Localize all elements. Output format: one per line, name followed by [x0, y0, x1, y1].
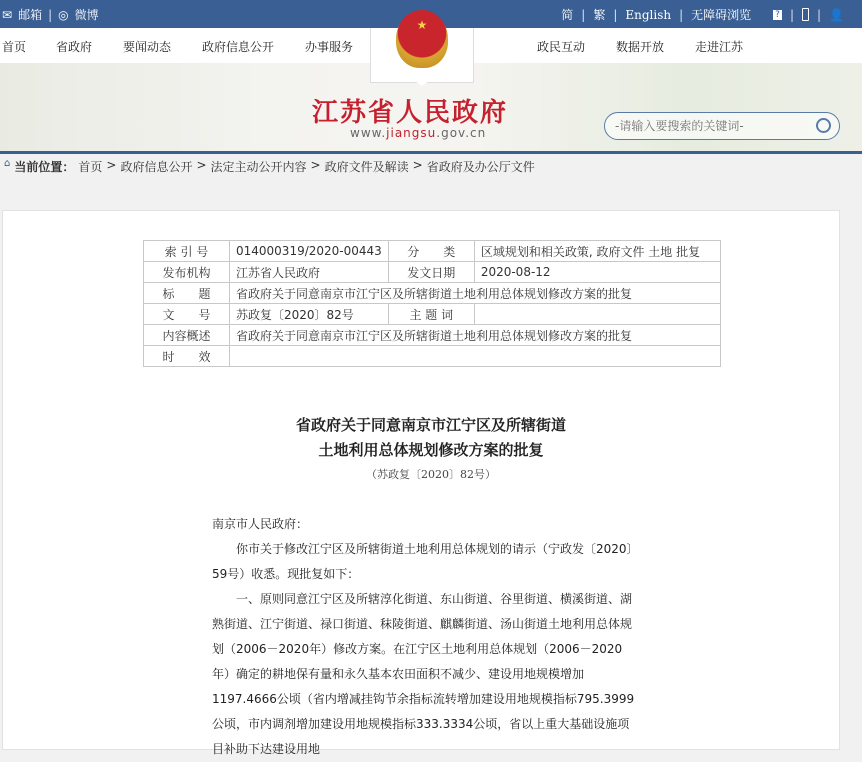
url-prefix: www.	[350, 126, 387, 140]
article-title-line-1: 省政府关于同意南京市江宁区及所辖街道	[295, 416, 566, 434]
site-logo[interactable]: 江苏省人民政府	[312, 98, 509, 128]
meta-value	[474, 304, 720, 325]
home-icon: ⌂	[4, 158, 11, 169]
salutation: 南京市人民政府：	[212, 517, 309, 531]
breadcrumb-item[interactable]: 政府信息公开	[120, 160, 193, 174]
search-box	[604, 112, 840, 140]
nav-home[interactable]: 首页	[2, 40, 27, 54]
nav-news[interactable]: 要闻动态	[123, 40, 172, 54]
table-row	[144, 241, 721, 262]
divider: |	[817, 7, 822, 22]
meta-label: 分 类	[388, 241, 474, 262]
chevron-right-icon: >	[412, 158, 423, 172]
meta-label: 标 题	[144, 283, 230, 304]
divider: |	[789, 7, 794, 22]
national-emblem-icon[interactable]: ★	[396, 10, 448, 68]
paragraph: 你市关于修改江宁区及所辖街道土地利用总体规划的请示（宁政发〔2020〕59号）收悉。现批复如下：	[212, 542, 633, 581]
breadcrumb-label: 当前位置：	[14, 160, 75, 174]
meta-label: 主 题 词	[388, 304, 474, 325]
meta-label: 时 效	[144, 346, 230, 367]
breadcrumb-item[interactable]: 省政府及办公厅文件	[426, 160, 535, 174]
search-icon[interactable]	[816, 118, 831, 133]
nav-services[interactable]: 办事服务	[305, 40, 354, 54]
breadcrumb-item[interactable]: 首页	[78, 160, 103, 174]
meta-label: 发布机构	[144, 262, 230, 283]
breadcrumb-item[interactable]: 法定主动公开内容	[210, 160, 307, 174]
meta-value: 江苏省人民政府	[230, 262, 389, 283]
table-row	[144, 262, 721, 283]
meta-value: 区域规划和相关政策, 政府文件 土地 批复	[474, 241, 720, 262]
meta-value: 2020-08-12	[474, 262, 720, 283]
nav-province-gov[interactable]: 省政府	[56, 40, 93, 54]
meta-value: 苏政复〔2020〕82号	[230, 304, 389, 325]
mail-icon: ✉	[2, 7, 13, 22]
simplified-link[interactable]: 简	[561, 8, 574, 22]
user-icon[interactable]: 👤	[829, 7, 844, 22]
divider: |	[48, 7, 53, 22]
chevron-right-icon: >	[106, 158, 117, 172]
meta-label: 文 号	[144, 304, 230, 325]
article-body	[212, 512, 636, 762]
meta-value: 省政府关于同意南京市江宁区及所辖街道土地利用总体规划修改方案的批复	[230, 283, 721, 304]
nav-about-jiangsu[interactable]: 走进江苏	[695, 40, 744, 54]
document-meta-table	[143, 240, 721, 367]
divider: |	[613, 7, 618, 22]
article-title-line-2: 土地利用总体规划修改方案的批复	[318, 441, 544, 459]
table-row	[144, 304, 721, 325]
nav-info-disclosure[interactable]: 政府信息公开	[202, 40, 275, 54]
search-input[interactable]	[615, 119, 805, 133]
table-row	[144, 346, 721, 367]
weibo-link[interactable]: 微博	[74, 8, 99, 22]
meta-label: 发文日期	[388, 262, 474, 283]
mobile-icon[interactable]	[802, 8, 809, 21]
breadcrumb-item[interactable]: 政府文件及解读	[324, 160, 409, 174]
divider	[0, 151, 862, 154]
divider: |	[679, 7, 684, 22]
accessible-link[interactable]: 无障碍浏览	[691, 8, 752, 22]
weibo-icon: ◎	[58, 7, 69, 22]
table-row	[144, 325, 721, 346]
meta-value: 014000319/2020-00443	[230, 241, 389, 262]
chevron-right-icon: >	[310, 158, 321, 172]
english-link[interactable]: English	[625, 7, 672, 22]
table-row	[144, 283, 721, 304]
breadcrumb	[4, 158, 535, 175]
article-docno: （苏政复〔2020〕82号）	[366, 468, 496, 481]
meta-value: 省政府关于同意南京市江宁区及所辖街道土地利用总体规划修改方案的批复	[230, 325, 721, 346]
url-suffix: .gov.cn	[436, 126, 487, 140]
help-icon[interactable]: ?	[775, 9, 780, 20]
paragraph: 一、原则同意江宁区及所辖淳化街道、东山街道、谷里街道、横溪街道、湖熟街道、江宁街道、禄口街道、秣陵街道、麒麟街道、汤山街道土地利用总体规划（2006－2020年）修改方案。在江宁区土地利用总体规划（2006－2020年）确定的耕地保有量和永久基本农田面积不减少、建设用地规模增加1197.4666公顷（省内增减挂钩节余指标流转增加建设用地规模指标795.3999公顷，市内调剂增加建设用地规模指标333.3334公顷，省以上重大基础设施项目补助下达建设用地	[212, 592, 635, 756]
divider: |	[581, 7, 586, 22]
meta-label: 索 引 号	[144, 241, 230, 262]
nav-interaction[interactable]: 政民互动	[537, 40, 586, 54]
traditional-link[interactable]: 繁	[593, 8, 606, 22]
meta-value	[230, 346, 721, 367]
site-url	[350, 126, 486, 140]
chevron-right-icon: >	[196, 158, 207, 172]
mail-link[interactable]: 邮箱	[18, 8, 43, 22]
nav-open-data[interactable]: 数据开放	[616, 40, 665, 54]
meta-label: 内容概述	[144, 325, 230, 346]
url-mid: jiangsu	[386, 126, 437, 140]
